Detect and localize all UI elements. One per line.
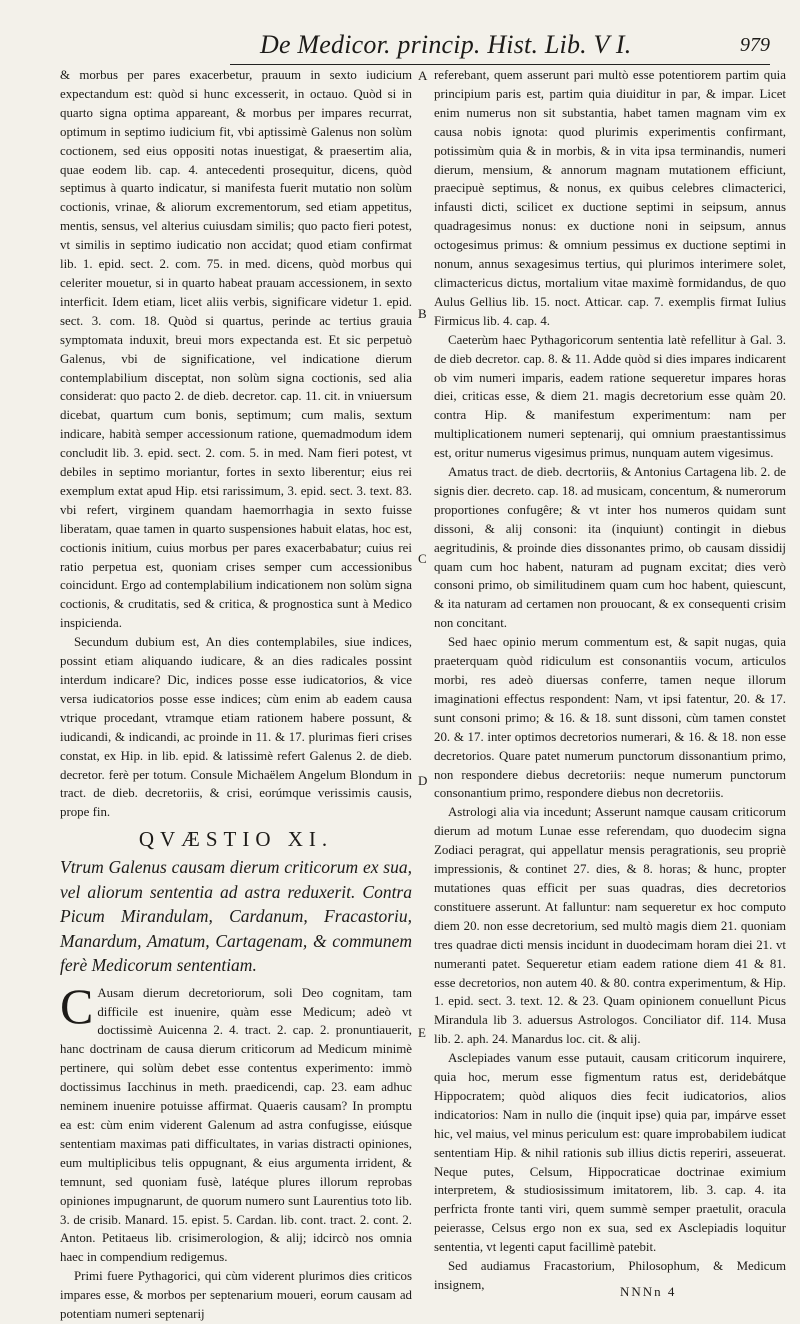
margin-letter-e: E xyxy=(418,1025,426,1040)
left-paragraph-2: Secundum dubium est, An dies contemplabiles, siue indices, possint etiam aliquando iudicare, & an dies radicales possint interdum indicare? Dic, indices posse esse iudicatorios, & vice versa iudicatorios posse esse indices; cùm enim ab eadem causa vtrique procedant, vtramque etiam rationem habere possunt, & iudicandi, & indicandi, ac proinde in 11. & 17. plurimas fieri crises constat, ex Hip. in lib. epid. & latissimè refert Galenus 2. de dieb. decretor. ferè per totum. Consule Michaëlem Angelum Blondum in tract. de dieb. decretoriis, & crisi, eorúmque verissimis causis, prope fin. xyxy=(60,635,412,820)
signature-mark: NNNn 4 xyxy=(620,1284,677,1299)
right-paragraph-1: referebant, quem asserunt pari multò esse potentiorem partim quia principium paris est, partim quia diuiditur in par, & impar. Licet enim numerus non sit substantia, habet tamen magnam vim ex causa nobis ignota: quod plurimis experimentis confirmant, potissimùm quia & in morbis, & in vita ipsa terminandis, numeri dierum, mensium, & annorum magnam mutationem efficiunt, praecipuè septimus, & nonus, ex quibus celebres climacterici, infausti dicti, scilicet ex ductione septimi in seipsum, annus quadragesimus nonus: ex ductione noni in seipsum, annus octogesimus primus: & omnium pessimus ex ductione septimi in nonum, annus sexagesimus tertius, qui plurimos interimere solet, climactericus dictus, mortalium vitae maximè formidandus, de quo Aulus Gellius lib. 15. noct. Atticar. cap. 7. exemplis firmat Iulius Firmicus lib. 4. cap. 4. xyxy=(434,68,786,328)
quaestio-intro: Vtrum Galenus causam dierum criticorum ex sua, vel aliorum sententia ad astra reduxerit. Contra Picum Mirandulam, Cardanum, Fracastoriu, Manardum, Amatum, Cartagenam, & communem ferè Medicorum sententiam. xyxy=(60,857,412,976)
drop-cap: C xyxy=(60,977,94,1034)
right-paragraph-6: Asclepiades vanum esse putauit, causam criticorum inquirere, quia hoc, merum esse figmentum ratus est, deridebátque Hippocratem; quòd aliquos dies fecit iudicatorios, alios indicatorios: Nam in nullo die (inquit ipse) quia par, impárve esset hic, vel maius, vel minus periculum est: quare improbabilem iudicat sententiam Hip. & nihil rationis sub illius dictis reperiri, asseuerat. Neque putes, Celsum, Hippocraticae doctrinae eximium interpretem, & studiosissimum imitatorem, lib. 3. cap. 4. ita perfricta fronte tanti viri, quem summè semper praetulit, oracula peierasse, Celsus ergo non ex sua, sed ex Asclepiadis loquitur sententia, vt legenti caput facillimè patebit. xyxy=(434,1051,786,1255)
left-paragraph-3-text: Ausam dierum decretoriorum, soli Deo cognitam, tam difficile est inuenire, quàm esse Medicum; adeò vt doctissimè Auicenna 2. 4. tract. 2. cap. 2. pronuntiauerit, hanc doctrinam de causa dierum criticorum ad Medicum minimè pertinere, qui solùm debet esse contentus experimento: immò doctissimus Iacchinus in meth. praedicendi, cap. 23. eam adhuc neminem inuenire potuisse affirmat. Quaeris causam? In promptu ea est: cùm enim viderent Galenum ad astra confugisse, eiúsque sententiam maximas pati difficultates, in varias distracti opiniones, eum multiplicibus telis oppugnant, & eius argumenta irrident, & temnunt, sed quoniam fusè, latéque plures illorum reprobas opiniones impugnarunt, de quorum numero sunt Laurentius toto lib. 3. de crisib. Manard. 15. epist. 5. Cardan. lib. cont. tract. 2. cont. 2. Anton. Petitaeus lib. crisimerologion, & alij; idcircò nos omnia haec in compendium redigemus. xyxy=(60,985,412,1265)
right-paragraph-7: Sed audiamus Fracastorium, Philosophum, & Medicum insignem, xyxy=(434,1259,786,1292)
right-paragraph-5: Astrologi alia via incedunt; Asserunt namque causam criticorum dierum ad motum Lunae esse referendam, quo duodecim signa Zodiaci peragrat, qui appellatur mensis peragrationis, seu propriè impressionis, & continet 27. dies, & 8. horas; & hunc, propter mutationes quas efficit per suas quadras, dies decretorios constituere asserunt. At falluntur: nam sequeretur ex hoc computo diem 20. non esse decretorium, sed multò magis diem 21. quoniam tres quadrae dicti mensis incidunt in duodecimam horam diei 21. vt numeranti patet. Sequeretur etiam eadem ratione diem 41 & 81. esse decretorios, non autem 40. & 80. contra experimentum, & Hip. 1. epid. sect. 3. text. 12. & 23. Quam opinionem conuellunt Picus Mirandula lib 3. aduersus Astrologos. Conciliator dif. 114. Musa lib. 2. aph. 24. Manardus loc. cit. & alij. xyxy=(434,805,786,1047)
left-column xyxy=(60,66,412,1324)
quaestio-heading: QVÆSTIO XI. xyxy=(138,827,334,852)
margin-letter-d: D xyxy=(418,773,428,788)
right-paragraph-2: Caeterùm haec Pythagoricorum sententia latè refellitur à Gal. 3. de dieb decretor. cap. 8. & 11. Adde quòd si dies impares indicarent ob vim numeri imparis, eadem ratione sequeretur impares horas diei, criticas esse, & diem 21. magis decretorium esse quàm 20. contra Hip. & manifestum experimentum: nam per multiplicationem numeri septenarij, qui omnium praestantissimus est, oritur numerus vigesimus primus, nunquam autem vigesimus. xyxy=(434,332,786,461)
right-paragraph-4: Sed haec opinio merum commentum est, & sapit nugas, quia praeterquam quòd ridiculum est consonantiis vocum, articulos morbi, res adeò diuersas conferre, tamen neque illorum imaginationi effectus respondent: Nam, vt ipsi fatentur, 20. & 17. sunt consoni primo; & 16. & 18. sunt dissoni, cùm tamen constet 20. & 17. inter optimos decretorios numerari, & 16. & 18. non esse decretorios. Quare patet numerum punctorum dissonantium primo, non respondere diebus decretoriis: neque numerum punctorum consonantium primo, respondere diebus non decretoriis. xyxy=(434,635,786,801)
left-paragraph-1: & morbus per pares exacerbetur, prauum in sexto iudicium expectandum est: quòd si hunc excesserit, in octauo. Quòd si in quarto signa optima appareant, & morbus per impares recurrat, optimum in septimo iudicium fit, vbi aptissimè Galenus non solùm coctionem, sed eius oppositi notas inuestigat, & praesertim alia, quae eodem lib. cap. 4. antecedenti prosequitur, dicens, quòd septimus à quarto indicatur, si manifesta fuerit mutatio non solùm coctionis, vrinae, & aliorum excrementorum, sed etiam appetitus, mentis, sensus, vel alterius cuiusdam similis; quo pacto fieri potest, vt similis in septimo iudicatio non accidat; quod etiam confirmat lib. 1. epid. sect. 2. com. 75. in med. dicens, quòd morbus qui celeriter mouetur, si in quarto habeat prauam accessionem, in sexto interficit. Idem etiam, licet aliis verbis, significare videtur 1. epid. sect. 3. com. 18. Quòd si quartus, perinde ac tertius grauia symptomata induxit, breui mors expectanda est. Et sic perpetuò Galenus, vbi de significatione, vel indicatione dierum contemplabilium disceptat, non solùm signa coctionis, sed alia considerat: quo pacto 2. de dieb. decretor. cap. 11. cit. in vniuersum dicebat, quartum cum bonis, septimum; cum malis, sextum indicare, habità semper accessionum ratione, quemadmodum idem concludit lib. 3. epid. sect. 2. com. 5. in med. Nam fieri potest, vt debiles in septimo moriantur, fortes in sexto liberentur; eius rei exemplum extat apud Hip. etsi rarissimum, 3. epid. sect. 3. text. 83. vbi refert, virginem quandam haemorrhagia in sexto fuisse liberatam, quae tamen in quarto suspensiones habuit elatas, hoc est, coctionis initium, cuius morbus per pares exacerbabatur; cuius rei ratio perpetua est, quoniam crises semper cum accessionibus coincidunt. Ergo ad contemplabilium indicationem non solùm signa coctionis, & cruditatis, sed & critica, & prognostica sunt à Medico inspicienda. xyxy=(60,68,412,631)
right-paragraph-3: Amatus tract. de dieb. decrtoriis, & Antonius Cartagena lib. 2. de signis dier. decreto. cap. 18. ad musicam, concentum, & numerorum proportiones confugêre; & vt inter hos numeros quidam sunt dissoni, & alij consoni: ita (inquiunt) contingit in diebus aegritudinis, & proinde dies dissonantes primo, ob causam dissidij quam cum hoc habent, naturam ad pugnam excitat; dies verò consoni primo, ob similitudinem quam cum hoc habent, quiescunt, & ita naturam ad certamen non prouocant, & ex consequenti crisim non concitant. xyxy=(434,465,786,631)
left-paragraph-4: Primi fuere Pythagorici, qui cùm viderent plurimos dies criticos impares esse, & morbos per septenarium moueri, eorum causam ad potentiam numeri septenarij xyxy=(60,1269,412,1322)
running-title: De Medicor. princip. Hist. Lib. V I. xyxy=(260,30,632,59)
margin-letter-a: A xyxy=(418,68,428,83)
right-column xyxy=(434,66,786,1295)
margin-letter-b: B xyxy=(418,306,427,321)
left-paragraph-3 xyxy=(60,977,412,1268)
running-head xyxy=(230,30,770,65)
margin-letter-c: C xyxy=(418,551,427,566)
page-number: 979 xyxy=(740,34,770,56)
